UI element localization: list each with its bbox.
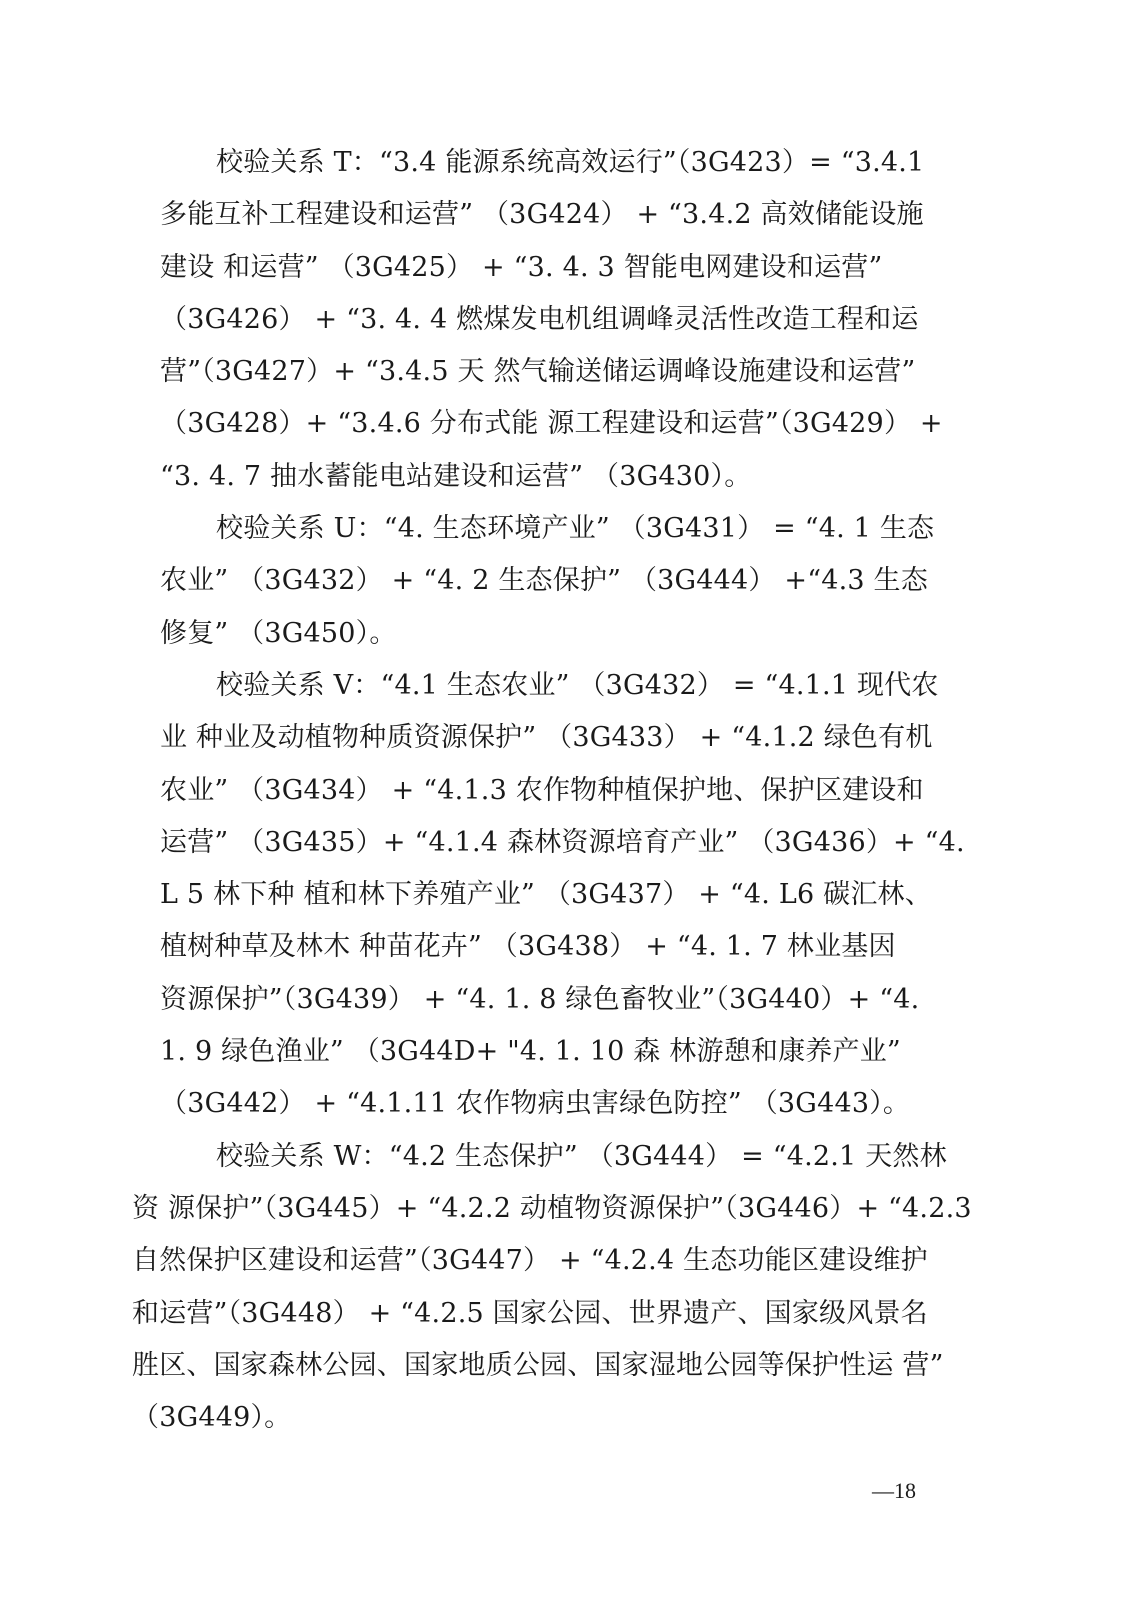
text-line: 农业” （3G434） + “4.1.3 农作物种植保护地、保护区建设和 [160,774,924,806]
text-line: 和运营”（3G448） + “4.2.5 国家公园、世界遗产、国家级风景名 [132,1297,928,1329]
text-line: 资源保护”（3G439） + “4. 1. 8 绿色畜牧业”（3G440）+ “4. [160,983,920,1015]
text-line: 资 源保护”（3G445）+ “4.2.2 动植物资源保护”（3G446）+ “4.2.3 [132,1192,972,1224]
text-line: 校验关系 U：“4. 生态环境产业” （3G431） = “4. 1 生态 [216,513,935,545]
body-text [132,137,972,1444]
text-line: 胜区、国家森林公园、国家地质公园、国家湿地公园等保护性运 营” [132,1349,944,1381]
text-line: 运营” （3G435）+ “4.1.4 森林资源培育产业” （3G436）+ “4. [160,826,965,858]
text-line: 营”（3G427）+ “3.4.5 天 然气输送储运调峰设施建设和运营” [160,356,916,388]
text-line: 校验关系 W：“4.2 生态保护” （3G444） = “4.2.1 天然林 [216,1140,947,1172]
text-line: 校验关系 T：“3.4 能源系统高效运行”（3G423）= “3.4.1 [216,147,925,178]
text-line: L 5 林下种 植和林下养殖产业” （3G437） + “4. L6 碳汇林、 [160,879,932,911]
text-line: （3G442） + “4.1.11 农作物病虫害绿色防控” （3G443）。 [160,1088,911,1120]
text-line: 业 种业及动植物种质资源保护” （3G433） + “4.1.2 绿色有机 [160,722,933,754]
page-number: —18 [872,1478,916,1503]
text-line: 植树种草及林木 种苗花卉” （3G438） + “4. 1. 7 林业基因 [160,931,896,963]
text-line: 自然保护区建设和运营”（3G447） + “4.2.4 生态功能区建设维护 [132,1245,928,1277]
text-line: 校验关系 V：“4.1 生态农业” （3G432） = “4.1.1 现代农 [216,669,939,701]
text-line: 农业” （3G432） + “4. 2 生态保护” （3G444） +“4.3 生态 [160,565,928,597]
text-line: 1. 9 绿色渔业” （3G44D+ "4. 1. 10 森 林游憩和康养产业” [160,1036,901,1068]
text-line: （3G428）+ “3.4.6 分布式能 源工程建设和运营”（3G429） + [160,408,943,440]
text-line: （3G449）。 [132,1402,292,1434]
text-line: 修复” （3G450）。 [160,617,397,649]
text-line: 多能互补工程建设和运营” （3G424） + “3.4.2 高效储能设施 [160,199,924,231]
text-line: “3. 4. 7 抽水蓄能电站建设和运营” （3G430）。 [160,460,752,492]
text-line: （3G426） + “3. 4. 4 燃煤发电机组调峰灵活性改造工程和运 [160,303,919,335]
text-line: 建设 和运营” （3G425） + “3. 4. 3 智能电网建设和运营” [160,251,883,283]
